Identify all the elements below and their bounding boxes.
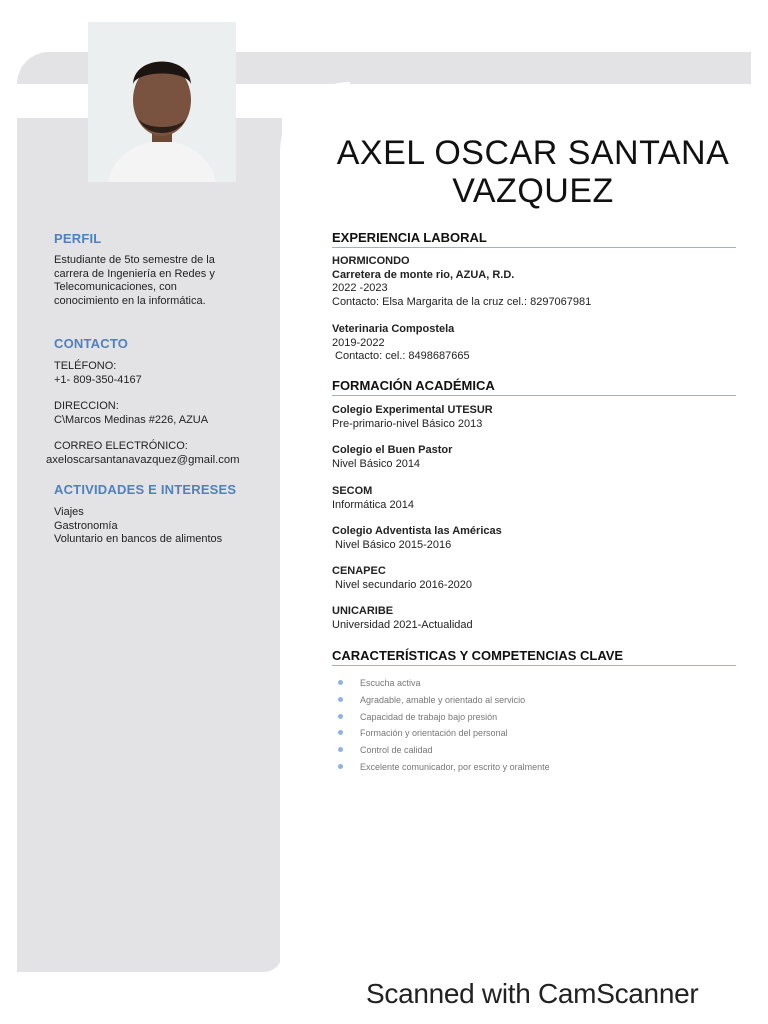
education-school: Colegio Experimental UTESUR <box>332 404 493 416</box>
perfil-heading: PERFIL <box>54 231 102 246</box>
email-value: axeloscarsantanavazquez@gmail.com <box>46 454 240 466</box>
education-entry <box>332 565 736 592</box>
education-detail: Nivel secundario 2016-2020 <box>332 578 473 591</box>
job-company: Veterinaria Compostela <box>332 323 455 335</box>
profile-photo-image <box>88 22 236 182</box>
education-detail: Nivel Básico 2014 <box>332 457 421 470</box>
skill-item: Capacidad de trabajo bajo presión <box>338 711 550 728</box>
education-school: CENAPEC <box>332 565 386 577</box>
actividades-list <box>54 506 222 547</box>
job-company: HORMICONDO <box>332 255 410 267</box>
job-entry <box>332 323 736 364</box>
phone-block <box>54 360 142 387</box>
perfil-line: carrera de Ingeniería en Redes y <box>54 267 215 280</box>
address-block <box>54 400 208 427</box>
contacto-heading: CONTACTO <box>54 336 129 351</box>
perfil-line: Estudiante de 5to semestre de la <box>54 254 215 266</box>
email-label: CORREO ELECTRÓNICO: <box>54 440 188 452</box>
candidate-name <box>318 134 748 210</box>
education-detail: Informática 2014 <box>332 498 414 511</box>
education-detail: Universidad 2021-Actualidad <box>332 618 473 631</box>
actividad-item: Gastronomía <box>54 519 118 532</box>
experiencia-heading: EXPERIENCIA LABORAL <box>332 230 736 248</box>
name-line: VAZQUEZ <box>452 172 614 210</box>
address-label: DIRECCION: <box>54 400 119 412</box>
perfil-text <box>54 254 215 308</box>
job-entry <box>332 255 736 309</box>
education-school: Colegio Adventista las Américas <box>332 525 502 537</box>
skill-item: Formación y orientación del personal <box>338 727 550 744</box>
job-address: Carretera de monte rio, AZUA, R.D. <box>332 268 515 281</box>
education-detail: Pre-primario-nivel Básico 2013 <box>332 417 483 430</box>
phone-label: TELÉFONO: <box>54 360 117 372</box>
actividades-heading: ACTIVIDADES E INTERESES <box>54 482 237 497</box>
education-detail: Nivel Básico 2015-2016 <box>332 538 452 551</box>
skill-item: Control de calidad <box>338 744 550 761</box>
actividad-item: Viajes <box>54 506 84 518</box>
skill-item: Excelente comunicador, por escrito y oralmente <box>338 761 550 778</box>
formacion-heading: FORMACIÓN ACADÉMICA <box>332 378 736 396</box>
education-school: Colegio el Buen Pastor <box>332 444 453 456</box>
job-contact: Contacto: cel.: 8498687665 <box>332 350 470 362</box>
scanner-watermark: Scanned with CamScanner <box>366 978 699 1009</box>
skill-item: Agradable, amable y orientado al servicio <box>338 694 550 711</box>
education-school: UNICARIBE <box>332 605 394 617</box>
actividad-item: Voluntario en bancos de alimentos <box>54 533 223 545</box>
caracteristicas-heading: CARACTERÍSTICAS Y COMPETENCIAS CLAVE <box>332 648 736 666</box>
education-entry <box>332 404 736 431</box>
profile-photo <box>88 22 236 182</box>
perfil-line: conocimiento en la informática. <box>54 294 206 307</box>
education-entry <box>332 605 736 632</box>
education-entry <box>332 485 736 512</box>
name-line: AXEL OSCAR SANTANA <box>336 134 730 172</box>
education-entry <box>332 525 736 552</box>
skills-list <box>338 677 550 778</box>
address-value: C\Marcos Medinas #226, AZUA <box>54 413 209 426</box>
education-entry <box>332 444 736 471</box>
skill-item: Escucha activa <box>338 677 550 694</box>
education-school: SECOM <box>332 485 373 497</box>
job-years: 2019-2022 <box>332 336 385 349</box>
perfil-line: Telecomunicaciones, con <box>54 281 177 293</box>
job-contact: Contacto: Elsa Margarita de la cruz cel.: 8297067981 <box>332 295 592 308</box>
phone-value: +1- 809-350-4167 <box>54 373 142 386</box>
job-years: 2022 -2023 <box>332 282 388 294</box>
